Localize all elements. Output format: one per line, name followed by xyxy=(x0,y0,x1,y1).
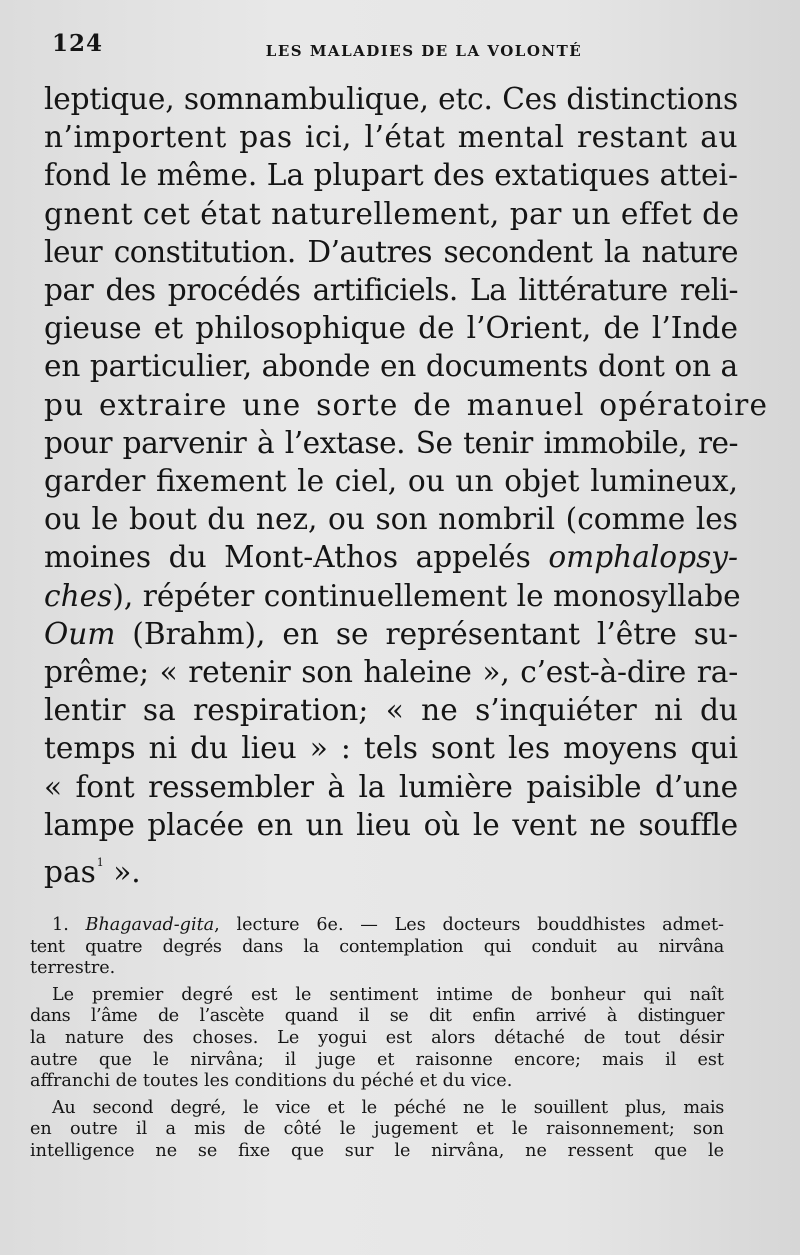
running-title: LES MALADIES DE LA VOLONTÉ xyxy=(265,42,583,60)
footnote-1 xyxy=(30,915,724,980)
text-segment: moines du Mont-Athos appelés xyxy=(44,540,531,575)
text-line: leur constitution. D’autres secondent la nature xyxy=(44,234,738,269)
text-line: leptique, somnambulique, etc. Ces distinctions xyxy=(44,82,738,116)
footnote-line: dans l’âme de l’ascète quand il se dit enfin arrivé à distinguer xyxy=(30,1006,724,1027)
text-line: en particulier, abonde en documents dont on a xyxy=(44,349,738,384)
text-line xyxy=(44,844,738,891)
text-line: ou le bout du nez, ou son nombril (comme les xyxy=(44,502,738,537)
footnote-paragraph xyxy=(30,985,724,1093)
footnote-marker[interactable]: 1 xyxy=(96,856,104,870)
text-line: pour parvenir à l’extase. Se tenir immobile, re- xyxy=(44,425,738,460)
text-segment: , lecture 6e. — Les docteurs bouddhistes admet- xyxy=(214,915,724,935)
footnote-line: tent quatre degrés dans la contemplation qui conduit au nirvâna xyxy=(30,936,724,957)
footnote-line: autre que le nirvâna; il juge et raisonne encore; mais il est xyxy=(30,1049,724,1070)
footnote-line: affranchi de toutes les conditions du péché et du vice. xyxy=(30,1071,513,1092)
running-head xyxy=(44,28,738,72)
text-line: prême; « retenir son haleine », c’est-à-dire ra- xyxy=(44,655,738,690)
text-line: lampe placée en un lieu où le vent ne souffle xyxy=(44,807,738,842)
text-line: garder fixement le ciel, ou un objet lumineux, xyxy=(44,464,738,499)
page-number: 124 xyxy=(52,30,104,57)
text-line xyxy=(44,615,738,653)
footnote-line: la nature des choses. Le yogui est alors détaché de tout désir xyxy=(30,1027,724,1048)
text-line: lentir sa respiration; « ne s’inquiéter ni du xyxy=(44,693,738,728)
main-text xyxy=(44,80,769,891)
footnote-line: terrestre. xyxy=(30,958,116,979)
text-line: gnent cet état naturellement, par un effet de xyxy=(44,196,740,231)
footnotes xyxy=(30,915,724,1168)
text-segment: ), répéter continuellement le monosyllabe xyxy=(112,578,741,613)
footnote-source-title: Bhagavad-gita xyxy=(85,915,215,935)
text-line: pu extraire une sorte de manuel opératoire xyxy=(44,387,769,422)
footnote-number: 1. xyxy=(52,915,69,935)
italic-term: ches xyxy=(44,578,113,613)
text-line xyxy=(44,577,741,615)
text-segment: ». xyxy=(103,855,141,890)
footnote-line: Le premier degré est le sentiment intime de bonheur qui naît xyxy=(52,984,724,1005)
text-segment: pas xyxy=(44,855,96,890)
text-line: temps ni du lieu » : tels sont les moyens qui xyxy=(44,731,738,766)
text-line xyxy=(44,538,738,576)
footnote-line xyxy=(30,915,724,937)
footnote-paragraph xyxy=(30,1098,724,1163)
footnote-line: en outre il a mis de côté le jugement et le raisonnement; son xyxy=(30,1119,724,1140)
text-line: n’importent pas ici, l’état mental restant au xyxy=(44,120,738,155)
text-segment: (Brahm), en se représentant l’être su- xyxy=(115,616,738,651)
footnote-line: intelligence ne se fixe que sur le nirvâna, ne ressent que le xyxy=(30,1140,724,1161)
text-line: par des procédés artificiels. La littérature reli- xyxy=(44,273,738,308)
italic-term: omphalopsy- xyxy=(548,540,738,575)
text-line: fond le même. La plupart des extatiques attei- xyxy=(44,158,738,193)
text-line: « font ressembler à la lumière paisible d’une xyxy=(44,769,738,804)
italic-term: Oum xyxy=(44,616,116,651)
text-line: gieuse et philosophique de l’Orient, de l’Inde xyxy=(44,311,738,346)
footnote-line: Au second degré, le vice et le péché ne le souillent plus, mais xyxy=(52,1097,724,1118)
